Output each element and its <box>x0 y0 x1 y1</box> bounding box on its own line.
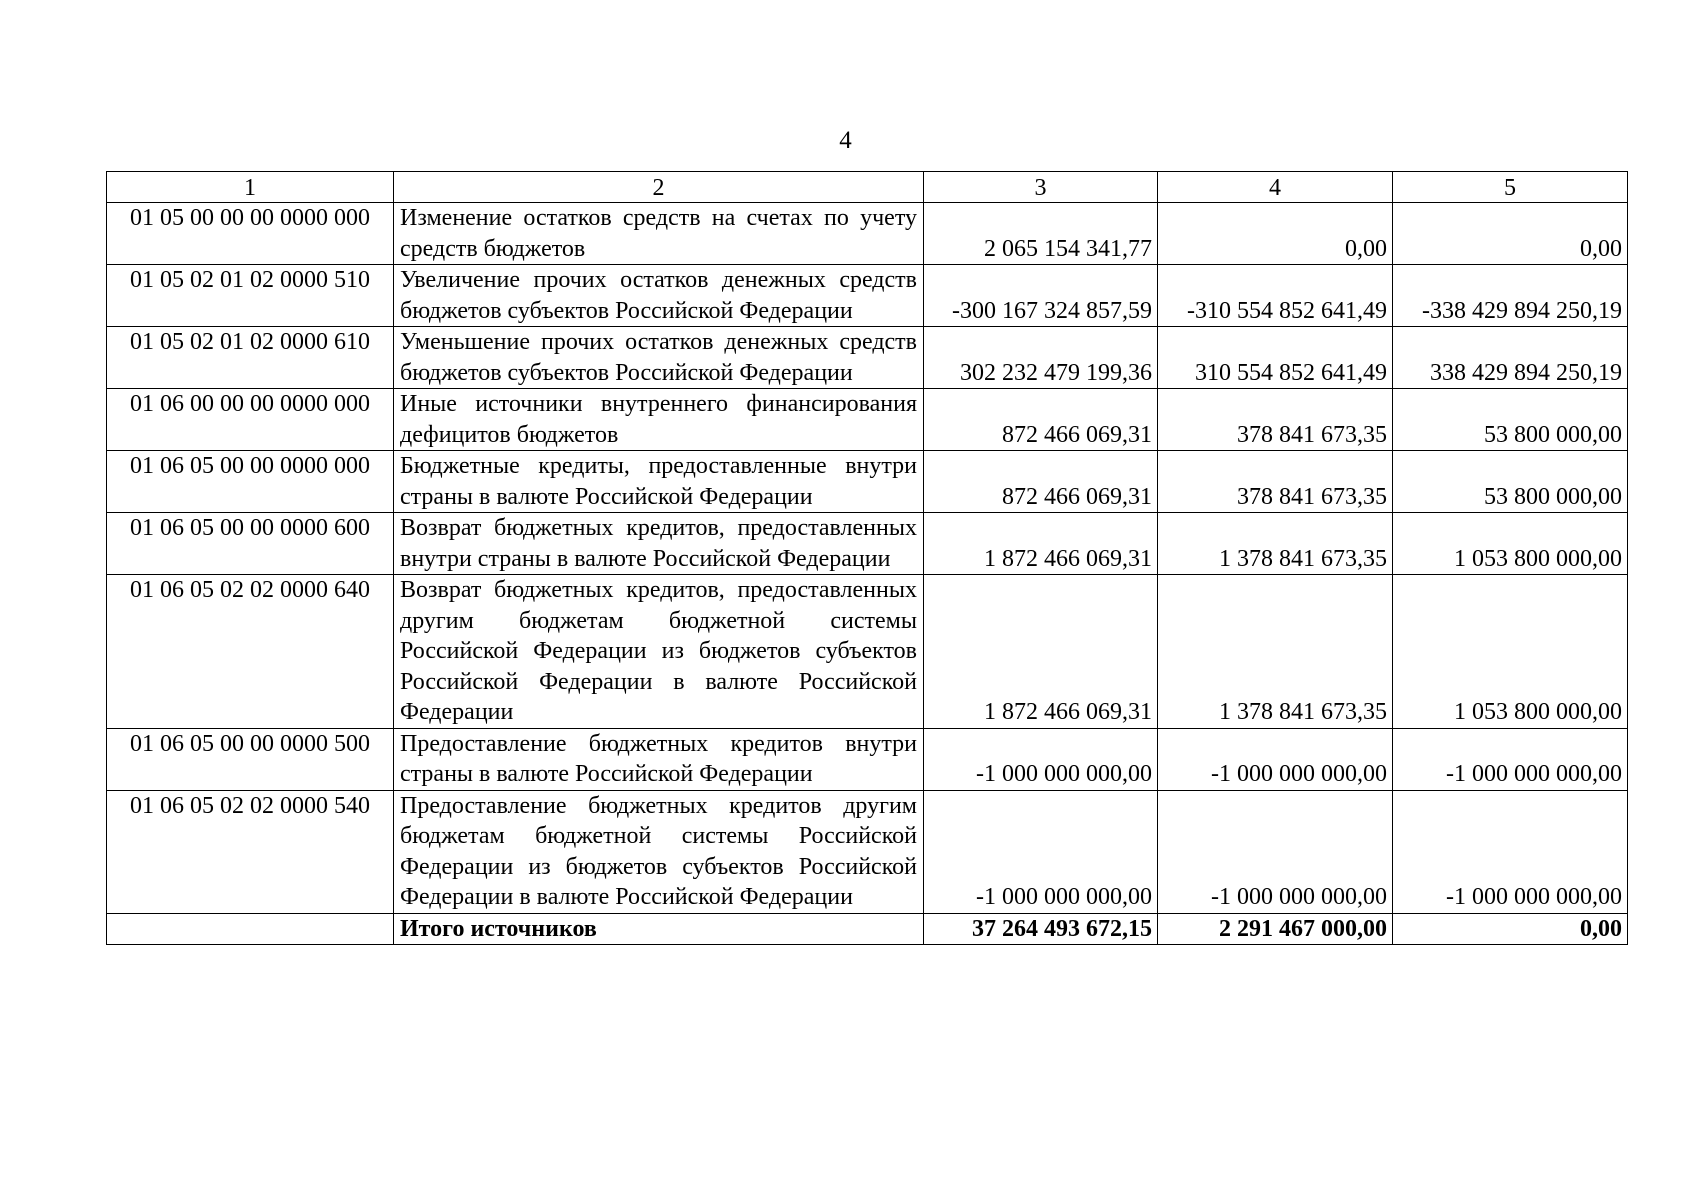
table-row <box>107 389 1628 451</box>
value-col-5: 53 800 000,00 <box>1393 389 1628 451</box>
item-name: Возврат бюджетных кредитов, предоставленных внутри страны в валюте Российской Федерации <box>394 513 924 575</box>
value-col-4: 1 378 841 673,35 <box>1158 513 1393 575</box>
value-col-3: -1 000 000 000,00 <box>924 728 1158 790</box>
budget-code: 01 05 02 01 02 0000 510 <box>107 265 394 327</box>
value-col-3: 1 872 466 069,31 <box>924 513 1158 575</box>
table-row <box>107 790 1628 913</box>
column-header: 5 <box>1393 172 1628 203</box>
budget-code: 01 06 00 00 00 0000 000 <box>107 389 394 451</box>
value-col-4: 310 554 852 641,49 <box>1158 327 1393 389</box>
table-row <box>107 203 1628 265</box>
value-col-3: 872 466 069,31 <box>924 451 1158 513</box>
item-name: Предоставление бюджетных кредитов внутри страны в валюте Российской Федерации <box>394 728 924 790</box>
total-col-3: 37 264 493 672,15 <box>924 913 1158 944</box>
value-col-3: 2 065 154 341,77 <box>924 203 1158 265</box>
table-row <box>107 728 1628 790</box>
value-col-4: 1 378 841 673,35 <box>1158 575 1393 729</box>
total-row <box>107 913 1628 944</box>
page-number: 4 <box>839 127 852 154</box>
value-col-3: 872 466 069,31 <box>924 389 1158 451</box>
value-col-5: -1 000 000 000,00 <box>1393 790 1628 913</box>
budget-code: 01 06 05 02 02 0000 540 <box>107 790 394 913</box>
table-row <box>107 575 1628 729</box>
budget-code: 01 06 05 00 00 0000 500 <box>107 728 394 790</box>
budget-code: 01 06 05 02 02 0000 640 <box>107 575 394 729</box>
column-header: 1 <box>107 172 394 203</box>
item-name: Увеличение прочих остатков денежных средств бюджетов субъектов Российской Федерации <box>394 265 924 327</box>
value-col-5: -1 000 000 000,00 <box>1393 728 1628 790</box>
table-row <box>107 265 1628 327</box>
column-header: 3 <box>924 172 1158 203</box>
value-col-5: 53 800 000,00 <box>1393 451 1628 513</box>
column-number-row <box>107 172 1628 203</box>
value-col-3: -1 000 000 000,00 <box>924 790 1158 913</box>
item-name: Уменьшение прочих остатков денежных средств бюджетов субъектов Российской Федерации <box>394 327 924 389</box>
value-col-3: -300 167 324 857,59 <box>924 265 1158 327</box>
value-col-3: 1 872 466 069,31 <box>924 575 1158 729</box>
table-row <box>107 451 1628 513</box>
budget-sources-table <box>106 171 1628 945</box>
value-col-4: 378 841 673,35 <box>1158 451 1393 513</box>
item-name: Возврат бюджетных кредитов, предоставленных другим бюджетам бюджетной системы Российской Федерации из бюджетов субъектов Российской Федерации в валюте Российской Федерации <box>394 575 924 729</box>
value-col-5: 1 053 800 000,00 <box>1393 513 1628 575</box>
item-name: Иные источники внутреннего финансирования дефицитов бюджетов <box>394 389 924 451</box>
table-row <box>107 327 1628 389</box>
value-col-5: 0,00 <box>1393 203 1628 265</box>
value-col-3: 302 232 479 199,36 <box>924 327 1158 389</box>
value-col-5: 1 053 800 000,00 <box>1393 575 1628 729</box>
total-col-4: 2 291 467 000,00 <box>1158 913 1393 944</box>
value-col-4: -1 000 000 000,00 <box>1158 728 1393 790</box>
item-name: Бюджетные кредиты, предоставленные внутри страны в валюте Российской Федерации <box>394 451 924 513</box>
value-col-4: 378 841 673,35 <box>1158 389 1393 451</box>
column-header: 2 <box>394 172 924 203</box>
column-header: 4 <box>1158 172 1393 203</box>
budget-code: 01 06 05 00 00 0000 000 <box>107 451 394 513</box>
total-label: Итого источников <box>394 913 924 944</box>
value-col-5: 338 429 894 250,19 <box>1393 327 1628 389</box>
budget-code: 01 05 00 00 00 0000 000 <box>107 203 394 265</box>
value-col-4: 0,00 <box>1158 203 1393 265</box>
item-name: Предоставление бюджетных кредитов другим бюджетам бюджетной системы Российской Федерации из бюджетов субъектов Российской Федерации в валюте Российской Федерации <box>394 790 924 913</box>
budget-code: 01 06 05 00 00 0000 600 <box>107 513 394 575</box>
table-row <box>107 513 1628 575</box>
total-col-5: 0,00 <box>1393 913 1628 944</box>
total-code <box>107 913 394 944</box>
value-col-4: -1 000 000 000,00 <box>1158 790 1393 913</box>
value-col-4: -310 554 852 641,49 <box>1158 265 1393 327</box>
budget-code: 01 05 02 01 02 0000 610 <box>107 327 394 389</box>
item-name: Изменение остатков средств на счетах по учету средств бюджетов <box>394 203 924 265</box>
value-col-5: -338 429 894 250,19 <box>1393 265 1628 327</box>
